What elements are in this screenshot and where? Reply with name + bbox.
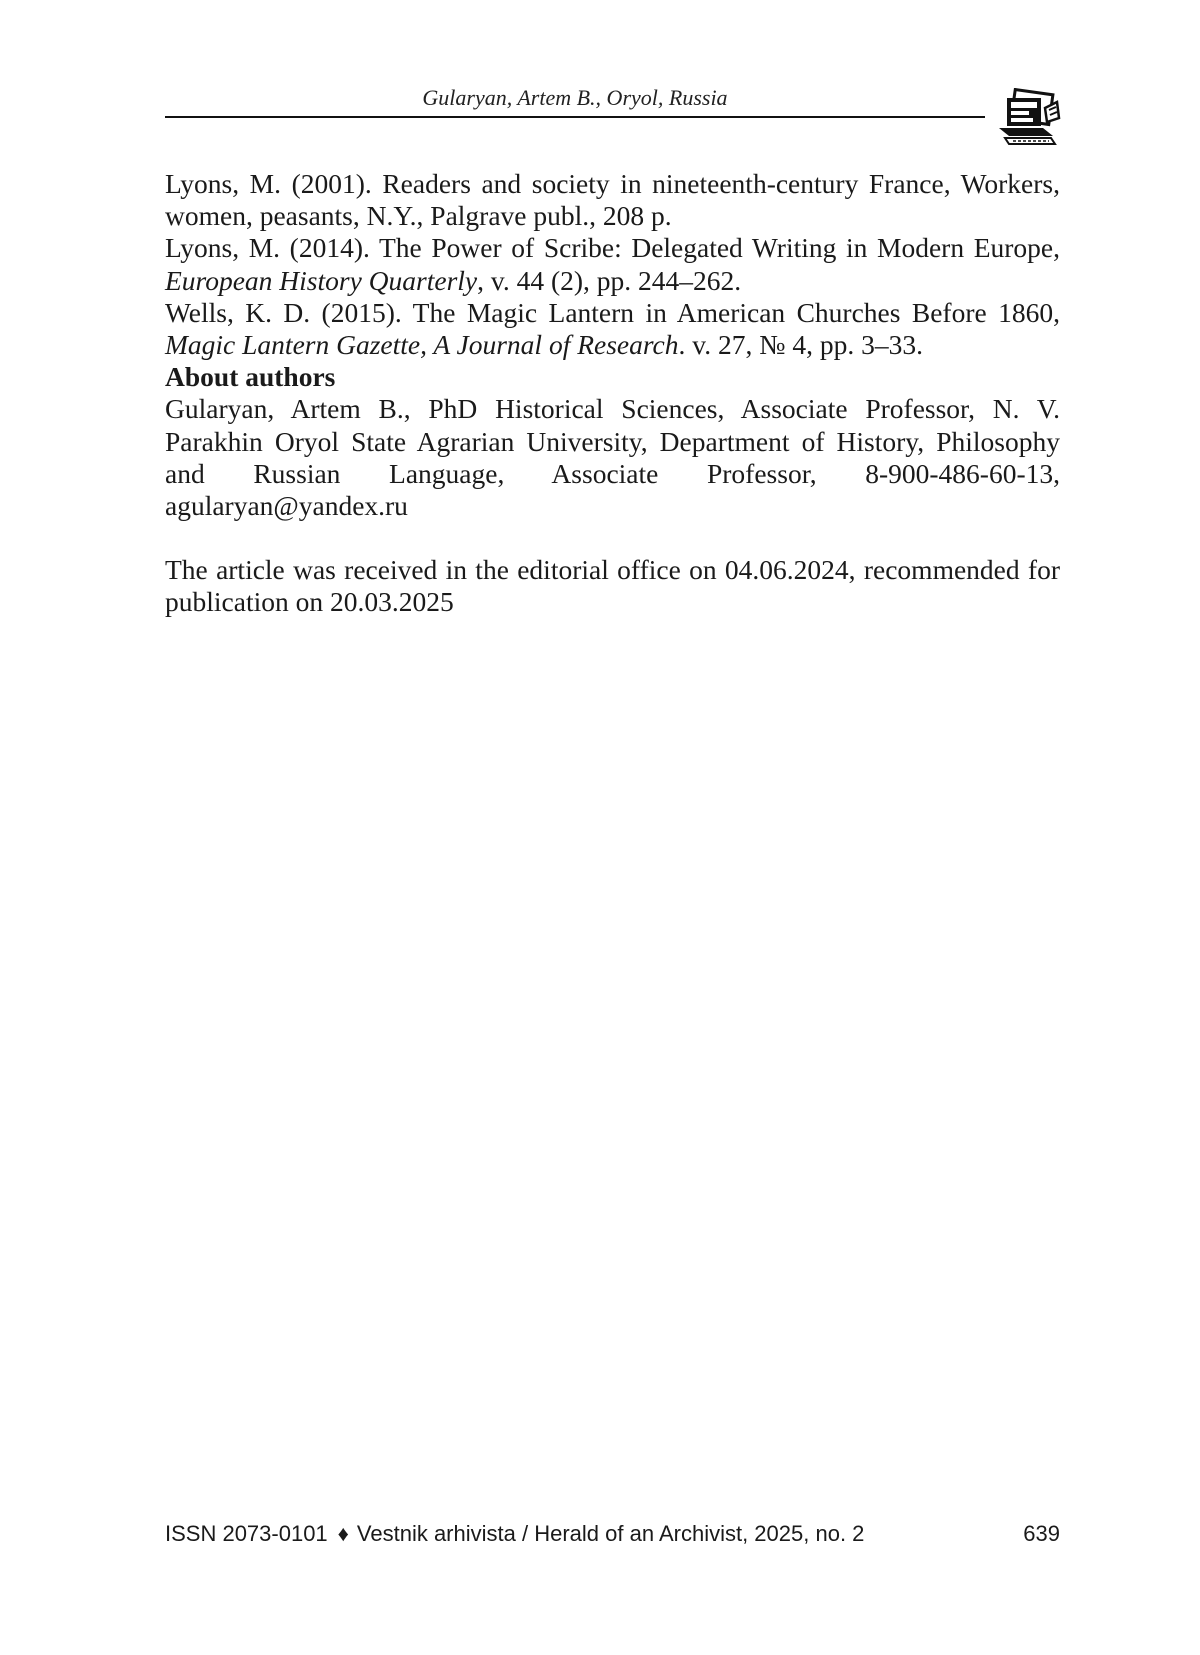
about-authors-heading: About authors [165,361,336,393]
reference-text: Lyons, M. (2014). The Power of Scribe: Delegated Writing in Modern Europe, [165,232,1060,264]
running-header: Gularyan, Artem B., Oryol, Russia [422,85,728,110]
header-rule [165,116,985,118]
reference-entry [165,297,1060,361]
page-number: 639 [1023,1521,1060,1546]
reference-details: . v. 27, № 4, pp. 3–33. [678,329,923,361]
received-note: The article was received in the editorial office on 04.06.2024, recommended for publication on 20.03.2025 [165,554,1060,618]
footer-journal: Vestnik arhivista / Herald of an Archivist, 2025, no. 2 [356,1521,865,1546]
reference-entry [165,168,1060,232]
reference-text: Lyons, M. (2001). Readers and society in nineteenth-century France, Workers, women, peasants, N.Y., Palgrave publ., 208 p. [165,168,1060,232]
diamond-icon: ♦ [337,1521,349,1546]
page-footer [165,1520,1060,1548]
main-content [165,168,1060,619]
reference-journal-title: Magic Lantern Gazette, A Journal of Research [165,329,679,361]
reference-entry [165,232,1060,296]
author-info: Gularyan, Artem B., PhD Historical Sciences, Associate Professor, N. V. Parakhin Oryol State Agrarian University, Department of History, Philosophy and Russian Language, Associate Professor, 8-900-486-60-13, agularyan@yandex.ru [165,393,1060,522]
reference-details: , v. 44 (2), pp. 244–262. [477,264,742,296]
footer-issn: ISSN 2073-0101 [165,1521,328,1546]
reference-text: Wells, K. D. (2015). The Magic Lantern in American Churches Before 1860, [165,296,1060,328]
journal-logo-icon [995,88,1061,150]
reference-journal-title: European History Quarterly [165,264,478,296]
